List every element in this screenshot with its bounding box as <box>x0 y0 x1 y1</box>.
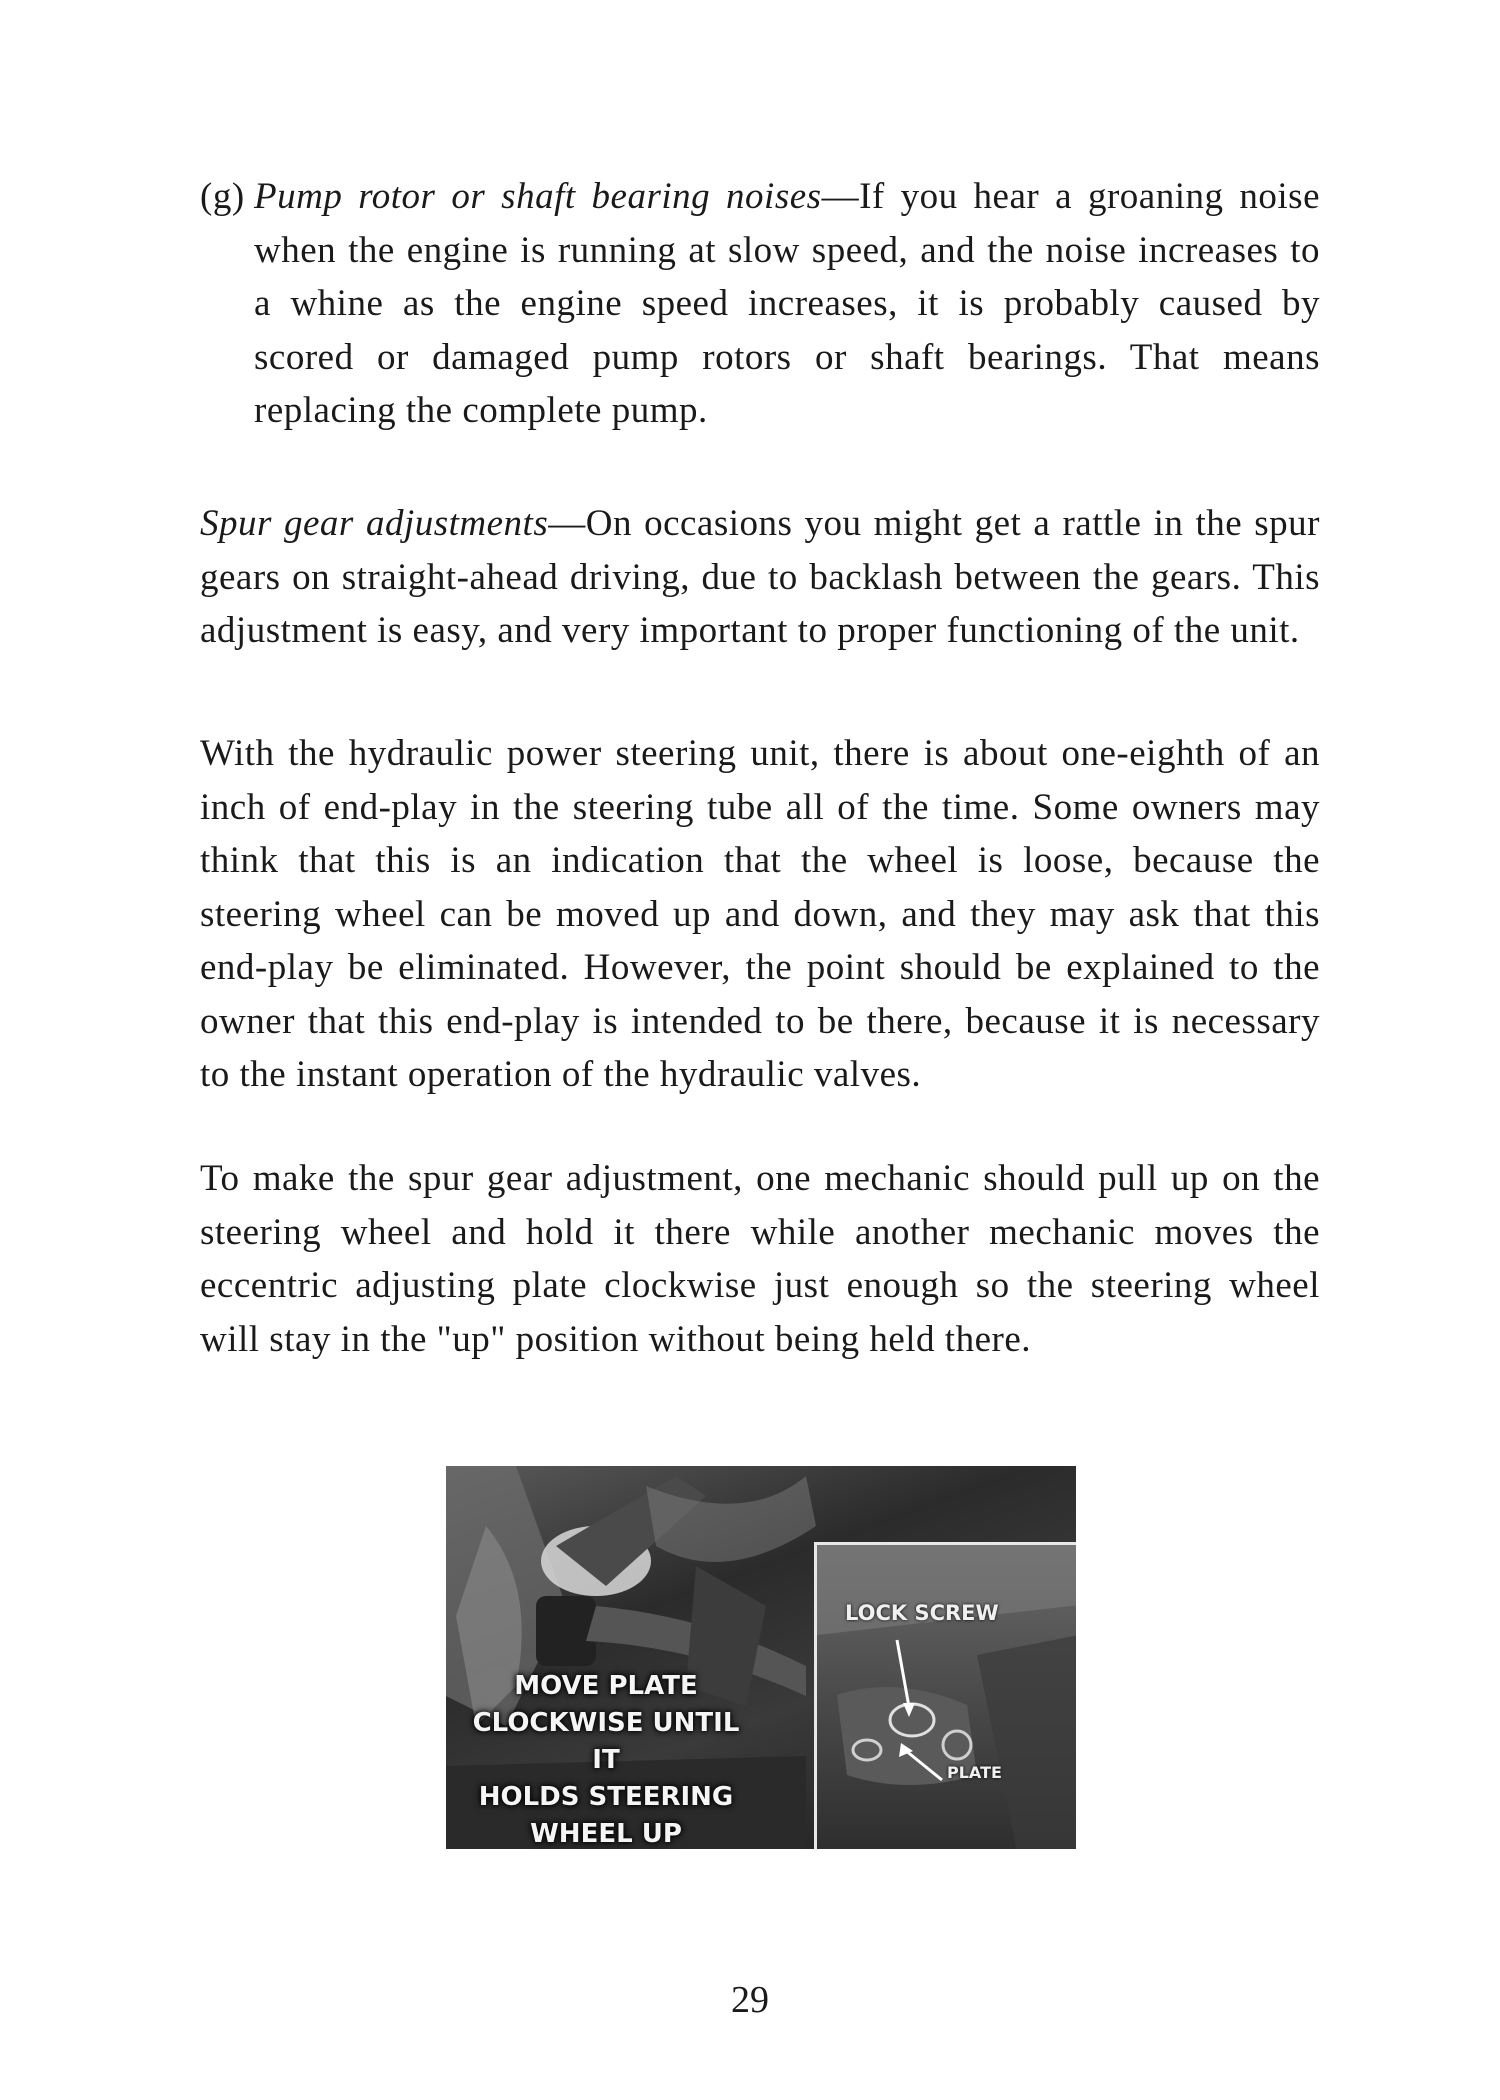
inset-artwork <box>817 1545 1076 1849</box>
caption-line: MOVE PLATE <box>514 1671 698 1701</box>
plate-label: PLATE <box>947 1763 1002 1782</box>
paragraph-item-g <box>200 170 1320 438</box>
caption-line: CLOCKWISE UNTIL IT <box>472 1708 740 1775</box>
paragraph-spur-gear <box>200 497 1320 658</box>
paragraph-adjustment: To make the spur gear adjustment, one mechanic should pull up on the steering wheel and hold it there while another mechanic moves the eccentric adjusting plate clockwise just enough so the steering wheel will stay in the "up" position without being held there. <box>200 1158 1320 1360</box>
item-g-text: —If you hear a groaning noise when the engine is running at slow speed, and the noise increases to a whine as the engine speed increases, it is probably caused by scored or damaged pump rotors or shaft bearings. That means replacing the complete pump. <box>254 176 1320 431</box>
page-number: 29 <box>731 1979 769 2021</box>
item-marker: (g) <box>200 176 245 217</box>
figure-inset <box>814 1542 1076 1849</box>
caption-line: HOLDS STEERING <box>478 1782 734 1812</box>
figure-photo <box>446 1466 1076 1849</box>
caption-line: WHEEL UP <box>530 1819 682 1849</box>
figure-caption <box>456 1668 756 1849</box>
item-g-heading: Pump rotor or shaft bearing noises <box>254 176 822 217</box>
lock-screw-label: LOCK SCREW <box>845 1601 999 1625</box>
spur-gear-text: —On occasions you might get a rattle in the spur gears on straight-ahead driving, due to backlash between the gears. This adjustment is easy, and very important to proper functioning of the unit. <box>200 503 1320 651</box>
paragraph-hydraulic: With the hydraulic power steering unit, there is about one-eighth of an inch of end-play in the steering tube all of the time. Some owners may think that this is an indication that the wheel is loose, because the steering wheel can be moved up and down, and they may ask that this end-play be eliminated. However, the point should be explained to the owner that this end-play is intended to be there, because it is necessary to the instant operation of the hydraulic valves. <box>200 733 1320 1095</box>
spur-gear-heading: Spur gear adjustments <box>200 503 549 544</box>
